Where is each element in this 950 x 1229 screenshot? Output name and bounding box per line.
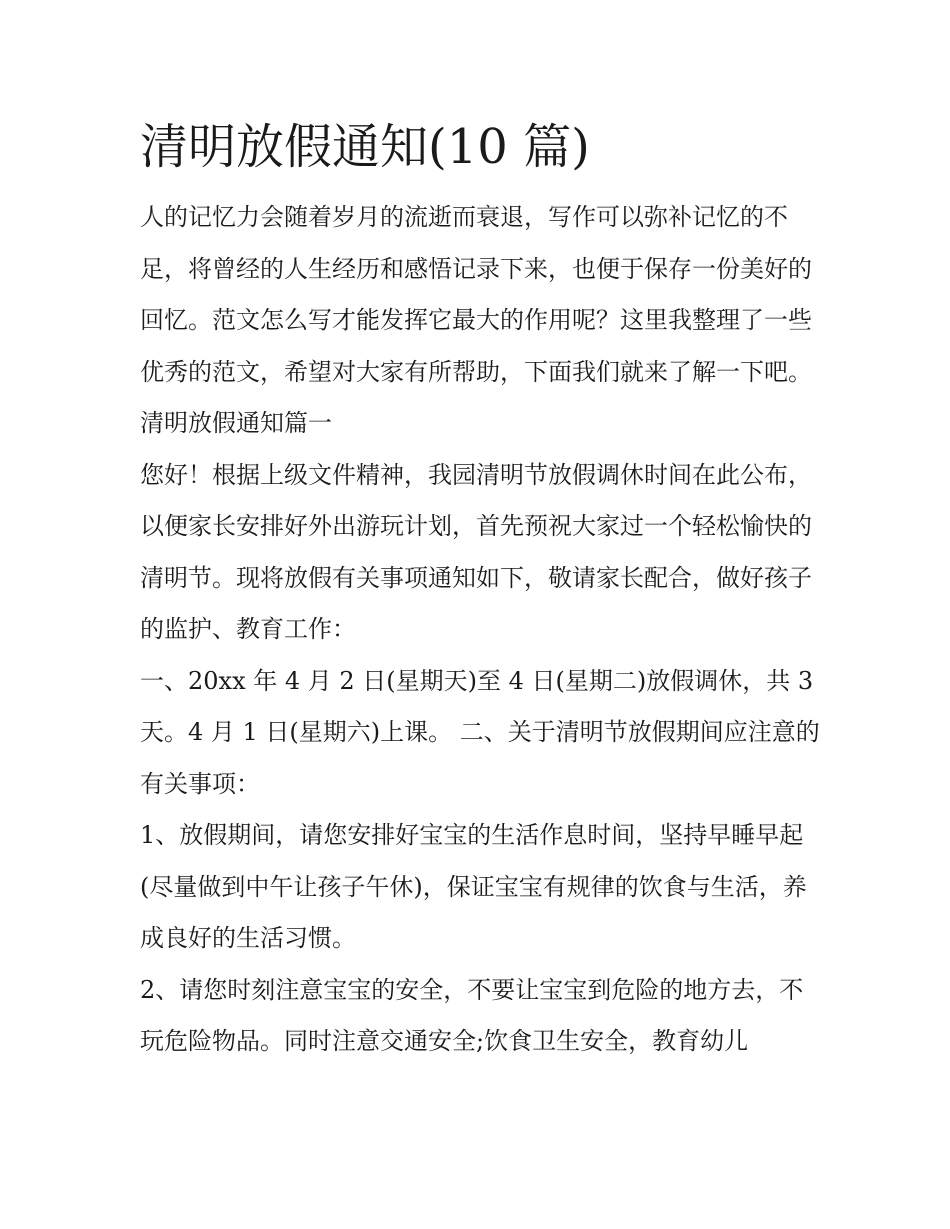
body-paragraph-greeting: 您好！根据上级文件精神，我园清明节放假调休时间在此公布，以便家长安排好外出游玩计划，首先预祝大家过一个轻松愉快的清明节。现将放假有关事项通知如下，敬请家长配合，做好孩子的监护、教育工作：	[140, 460, 812, 643]
body-paragraph-item-1: 1、放假期间，请您安排好宝宝的生活作息时间，坚持早睡早起(尽量做到中午让孩子午休)，保证宝宝有规律的饮食与生活，养成良好的生活习惯。	[140, 821, 807, 952]
section-heading-1: 清明放假通知篇一	[140, 409, 332, 437]
body-paragraph-item-2: 2、请您时刻注意宝宝的安全，不要让宝宝到危险的地方去，不玩危险物品。同时注意交通安全;饮食卫生安全，教育幼儿	[140, 975, 804, 1055]
document-title: 清明放假通知(10 篇)	[140, 119, 590, 175]
document-page	[140, 112, 820, 1068]
intro-paragraph: 人的记忆力会随着岁月的流逝而衰退，写作可以弥补记忆的不足，将曾经的人生经历和感悟记录下来，也便于保存一份美好的回忆。范文怎么写才能发挥它最大的作用呢？这里我整理了一些优秀的范文，希望对大家有所帮助，下面我们就来了解一下吧。	[140, 203, 812, 386]
body-paragraph-schedule: 一、20xx 年 4 月 2 日(星期天)至 4 日(星期二)放假调休，共 3 天。4 月 1 日(星期六)上课。 二、关于清明节放假期间应注意的有关事项：	[140, 666, 820, 798]
